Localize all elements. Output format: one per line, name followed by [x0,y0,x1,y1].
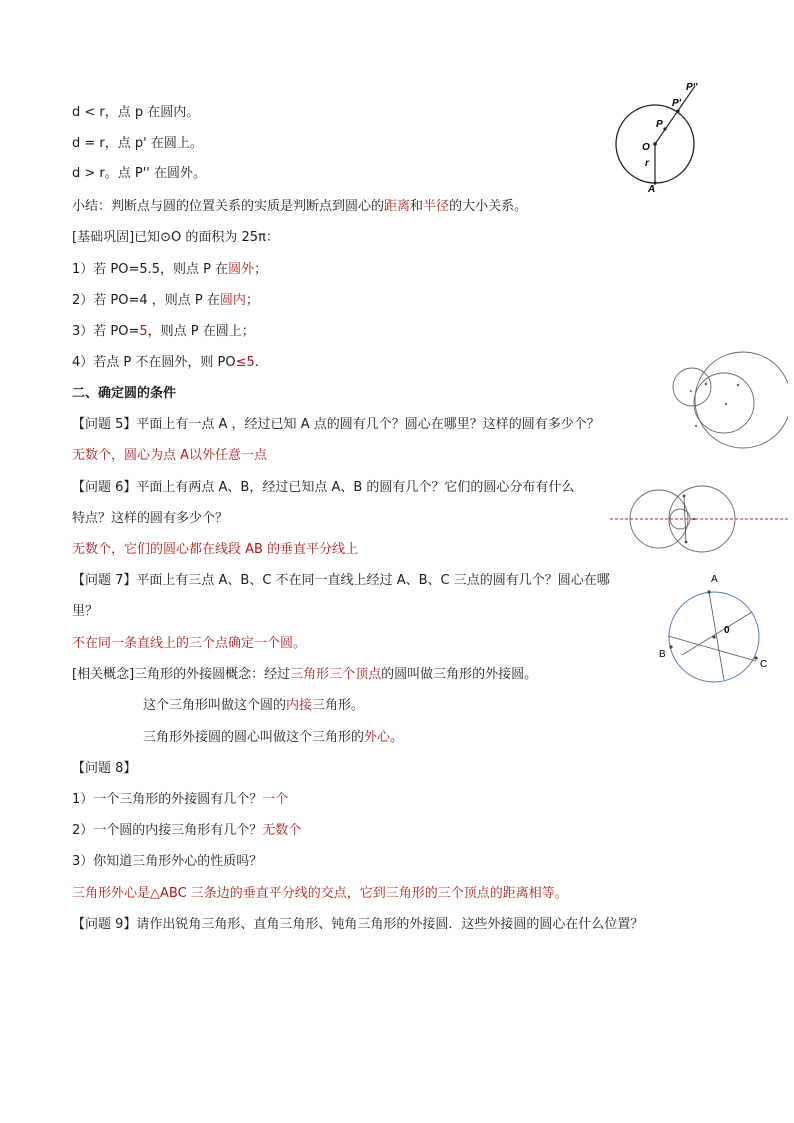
text-segment: 【问题 7】平面上有三点 A、B、C 不在同一直线上经过 A、B、C 三点的圆有几个？圆心在哪 [72,573,610,588]
answer-text: 无数个，它们的圆心都在线段 AB 的垂直平分线上 [72,542,359,557]
answer-text: 不在同一条直线上的三个点确定一个圆。 [72,636,307,651]
text-segment: 【问题 6】平面上有两点 A、B，经过已知点 A、B 的圆有几个？它们的圆心分布有什么 [72,480,575,495]
answer-text: 5 [139,324,148,339]
text-line [72,511,228,527]
text-segment: ； [245,293,259,308]
answer-text: 半径 [423,199,450,214]
text-segment: 1）一个三角形的外接圆有几个？ [72,792,263,807]
text-line [72,324,255,340]
text-segment: 三角形。 [312,698,365,713]
text-line [72,604,98,620]
text-segment: 这个三角形叫做这个圆的 [143,698,287,713]
text-line [72,792,288,808]
answer-text: 无数个，圆心为点 A以外任意一点 [72,448,268,463]
answer-text: 内接 [286,698,313,713]
figure-circumcircle [652,570,787,692]
answer-text: 三角形外心是△ABC 三条边的垂直平分线的交点，它到三角形的三个顶点的距离相等。 [72,886,568,901]
text-line [72,448,267,464]
answer-text: 一个 [262,792,289,807]
label-o: 0 [724,625,730,636]
text-line [72,262,267,278]
text-line [72,199,527,215]
text-segment: ，则点 P 在圆上； [147,324,255,339]
text-line [72,886,568,902]
text-segment: d < r，点 p 在圆内。 [72,105,200,120]
label-p: P [656,119,663,130]
text-line [72,480,574,496]
figure-circles-one-point [658,346,788,466]
text-segment: d > r。点 P'' 在圆外。 [72,166,207,181]
text-segment: 3）若 PO= [72,324,140,339]
answer-text: ≤5 [235,355,255,370]
text-segment: d = r，点 p' 在圆上。 [72,136,203,151]
text-line [143,730,403,746]
text-segment: 二、确定圆的条件 [72,386,177,401]
text-segment: 2）若 PO=4 ，则点 P 在 [72,293,220,308]
text-segment: 的圆叫做三角形的外接圆。 [381,667,538,682]
text-segment: 里？ [72,604,99,619]
text-line [72,293,259,309]
text-line [72,667,537,683]
text-segment: [相关概念]三角形的外接圆概念：经过 [72,667,291,682]
label-a: A [711,574,718,585]
label-p-prime: P' [672,98,682,109]
text-line [72,542,358,558]
answer-text: 圆外 [228,262,255,277]
answer-text: 距离 [384,199,411,214]
figure-circles-two-points [610,484,790,564]
text-segment: 【问题 5】平面上有一点 A ，经过已知 A 点的圆有几个？圆心在哪里？这样的圆有多少个？ [72,417,600,432]
figure-point-circle [600,78,720,198]
text-line [72,917,643,933]
text-line [72,105,199,121]
text-segment: 和 [410,199,424,214]
label-r: r [645,158,649,169]
text-line [72,355,259,371]
text-segment: . [254,355,259,370]
text-line [72,823,301,839]
text-segment: 【问题 9】请作出锐角三角形、直角三角形、钝角三角形的外接圆．这些外接圆的圆心在什么位置？ [72,917,644,932]
text-line [72,230,279,246]
text-line [72,136,203,152]
text-line [72,854,262,870]
text-line [72,636,306,652]
text-segment: 小结：判断点与圆的位置关系的实质是判断点到圆心的 [72,199,385,214]
label-a: A [648,184,656,195]
label-o: O [642,142,650,153]
text-segment: 三角形外接圆的圆心叫做这个三角形的 [143,730,365,745]
label-c: C [760,659,768,670]
text-segment: 。 [390,730,404,745]
text-segment: 特点？这样的圆有多少个？ [72,511,229,526]
text-segment: ； [254,262,268,277]
text-line [72,761,136,777]
text-segment: 的大小关系。 [449,199,528,214]
text-line [72,166,206,182]
text-segment: 【问题 8】 [72,761,137,776]
answer-text: 三角形三个顶点 [290,667,382,682]
text-line [143,698,364,714]
answer-text: 无数个 [262,823,302,838]
text-line [72,573,610,589]
text-segment: 4）若点 P 不在圆外，则 PO [72,355,236,370]
text-line [72,386,176,402]
text-segment: 1）若 PO=5.5，则点 P 在 [72,262,229,277]
text-line [72,417,600,433]
text-segment: 3）你知道三角形外心的性质吗？ [72,854,263,869]
answer-text: 圆内 [219,293,246,308]
label-p-double-prime: P'' [686,82,698,93]
text-segment: [基础巩固]已知⊙O 的面积为 25π： [72,230,279,245]
text-segment: 2）一个圆的内接三角形有几个？ [72,823,263,838]
label-b: B [659,649,666,660]
answer-text: 外心 [364,730,391,745]
